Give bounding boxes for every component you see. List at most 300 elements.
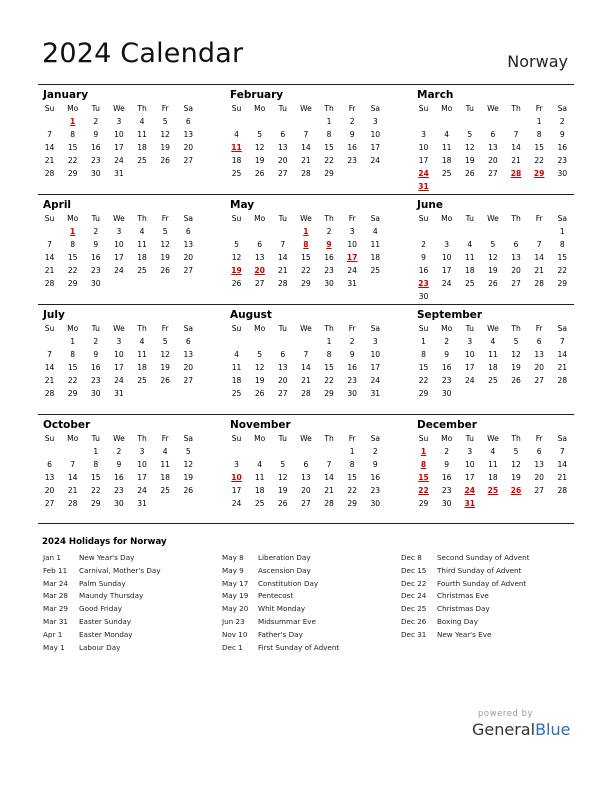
month-october — [38, 415, 200, 523]
holiday-row — [43, 565, 161, 578]
holiday-row — [222, 552, 339, 565]
week-row — [412, 374, 574, 387]
holiday-row — [401, 552, 530, 565]
week-row — [38, 167, 200, 180]
week-row — [38, 141, 200, 154]
holiday-name: New Year's Day — [79, 553, 135, 562]
day-cell: 28 — [557, 486, 568, 495]
day-cell: 2 — [444, 337, 450, 346]
weekday-label: Sa — [370, 214, 381, 223]
day-cell: 25 — [441, 169, 452, 178]
month-august — [225, 305, 387, 414]
day-cell: 16 — [441, 363, 452, 372]
day-cell: 21 — [301, 156, 311, 165]
month-march — [412, 85, 574, 194]
weekday-label: We — [300, 104, 312, 113]
day-cell: 8 — [303, 240, 309, 249]
day-cell: 3 — [234, 460, 239, 469]
day-cell: 26 — [160, 156, 171, 165]
day-cell: 27 — [183, 156, 194, 165]
day-cell — [225, 335, 248, 348]
day-cell: 22 — [67, 156, 78, 165]
weekday-label: Su — [418, 104, 429, 113]
month-january — [38, 85, 200, 194]
week-row — [412, 238, 574, 251]
day-cell: 4 — [257, 460, 263, 469]
day-cell: 30 — [370, 499, 381, 508]
day-cell — [61, 445, 84, 458]
day-cell: 18 — [137, 143, 147, 152]
day-cell — [154, 167, 177, 180]
day-cell: 19 — [160, 143, 171, 152]
day-cell — [271, 225, 294, 238]
day-cell: 3 — [467, 337, 473, 346]
day-cell: 7 — [47, 350, 52, 359]
day-cell: 10 — [114, 350, 124, 359]
day-cell: 22 — [324, 376, 334, 385]
weekday-label: Sa — [370, 324, 381, 333]
holiday-row — [43, 629, 161, 642]
quarter-row — [38, 304, 574, 414]
day-cell: 13 — [183, 130, 194, 139]
day-cell — [177, 387, 200, 400]
day-cell — [177, 497, 200, 510]
holiday-date: Dec 22 — [401, 578, 427, 588]
day-cell: 3 — [116, 227, 122, 236]
day-cell — [364, 277, 387, 290]
day-cell: 8 — [326, 350, 332, 359]
holiday-date: Dec 1 — [222, 642, 243, 652]
day-cell: 14 — [67, 473, 78, 482]
day-cell: 20 — [488, 156, 498, 165]
day-cell: 28 — [44, 169, 55, 178]
weekday-label: We — [487, 324, 499, 333]
day-cell — [177, 277, 200, 290]
day-cell: 30 — [114, 499, 124, 508]
day-cell: 15 — [324, 143, 334, 152]
holiday-row — [222, 603, 339, 616]
day-cell — [294, 445, 317, 458]
day-cell: 3 — [116, 117, 122, 126]
holiday-name: Easter Monday — [79, 629, 133, 639]
day-cell: 17 — [114, 253, 124, 262]
week-row — [225, 251, 387, 264]
day-cell: 6 — [47, 460, 52, 469]
day-cell: 15 — [418, 473, 429, 482]
day-cell: 12 — [160, 240, 171, 249]
week-row — [38, 361, 200, 374]
holiday-date: May 17 — [222, 578, 249, 588]
day-cell: 28 — [44, 389, 55, 398]
holiday-row — [401, 590, 530, 603]
day-cell — [458, 225, 481, 238]
day-cell: 14 — [511, 143, 521, 152]
day-cell: 25 — [137, 376, 147, 385]
weekday-label: Sa — [557, 434, 568, 443]
day-cell: 6 — [490, 130, 496, 139]
day-cell: 21 — [67, 486, 78, 495]
weekday-label: Tu — [91, 434, 100, 443]
day-cell: 23 — [418, 279, 429, 288]
month-name: December — [417, 419, 477, 431]
day-cell: 10 — [464, 460, 475, 469]
day-cell: 21 — [557, 473, 568, 482]
day-cell: 23 — [441, 486, 452, 495]
week-row — [38, 264, 200, 277]
weekday-label: We — [487, 214, 499, 223]
holiday-date: Mar 24 — [43, 578, 68, 588]
day-cell — [225, 445, 248, 458]
day-cell: 20 — [183, 253, 194, 262]
month-name: February — [230, 89, 284, 101]
day-cell: 27 — [488, 169, 498, 178]
holiday-row — [401, 616, 530, 629]
weekday-label: Sa — [557, 104, 568, 113]
day-cell: 11 — [137, 350, 147, 359]
weekday-label: Su — [44, 324, 55, 333]
holiday-date: May 20 — [222, 604, 249, 614]
day-cell: 31 — [114, 389, 124, 398]
day-cell — [107, 277, 130, 290]
week-row — [225, 128, 387, 141]
day-cell: 22 — [418, 486, 429, 495]
weekday-header — [38, 432, 200, 445]
holiday-row — [222, 590, 339, 603]
day-cell: 9 — [372, 460, 378, 469]
day-cell: 29 — [67, 279, 78, 288]
day-cell: 15 — [301, 253, 311, 262]
week-row — [412, 154, 574, 167]
holiday-date: Dec 15 — [401, 565, 427, 575]
day-cell: 9 — [349, 130, 355, 139]
day-cell: 24 — [114, 266, 124, 275]
day-cell: 30 — [418, 292, 429, 301]
day-cell — [225, 225, 248, 238]
day-cell: 6 — [185, 227, 191, 236]
weekday-label: Su — [231, 104, 242, 113]
holiday-row — [43, 578, 161, 591]
week-row — [412, 264, 574, 277]
month-name: March — [417, 89, 454, 101]
day-cell: 7 — [70, 460, 76, 469]
day-cell: 4 — [234, 130, 239, 139]
week-row — [225, 277, 387, 290]
day-cell: 15 — [324, 363, 334, 372]
weekday-label: Su — [231, 214, 242, 223]
day-cell: 19 — [183, 473, 194, 482]
day-cell: 10 — [418, 143, 429, 152]
brand-logo[interactable] — [472, 720, 570, 739]
weekday-label: We — [113, 214, 125, 223]
day-cell — [248, 445, 271, 458]
weekday-label: Tu — [465, 104, 474, 113]
day-cell: 17 — [441, 266, 452, 275]
week-row — [412, 290, 574, 303]
day-cell: 16 — [370, 473, 381, 482]
day-cell — [481, 387, 504, 400]
holiday-date: Feb 11 — [43, 565, 68, 575]
day-cell — [271, 115, 294, 128]
day-cell: 12 — [488, 253, 498, 262]
weekday-label: Fr — [535, 214, 543, 223]
day-cell: 29 — [347, 499, 358, 508]
day-cell: 18 — [370, 253, 381, 262]
day-cell: 31 — [464, 499, 476, 508]
weekday-label: Tu — [278, 324, 287, 333]
day-cell: 3 — [467, 447, 473, 456]
day-cell: 10 — [347, 240, 358, 249]
weekday-label: Tu — [465, 324, 474, 333]
holiday-row — [43, 552, 161, 565]
day-cell: 17 — [370, 363, 381, 372]
holiday-date: May 1 — [43, 642, 65, 652]
day-cell: 18 — [488, 363, 498, 372]
day-cell: 22 — [347, 486, 358, 495]
day-cell: 11 — [488, 460, 498, 469]
day-cell: 23 — [90, 266, 101, 275]
day-cell: 10 — [370, 130, 381, 139]
holiday-date: Mar 29 — [43, 604, 68, 614]
week-row — [225, 374, 387, 387]
day-cell — [38, 115, 61, 128]
day-cell: 1 — [93, 447, 99, 456]
day-cell: 23 — [347, 376, 358, 385]
day-cell: 24 — [231, 499, 242, 508]
week-row — [225, 387, 387, 400]
holiday-row — [401, 578, 530, 591]
weekday-label: Th — [511, 104, 521, 113]
day-cell: 12 — [511, 350, 521, 359]
day-cell: 30 — [557, 169, 568, 178]
day-cell: 30 — [441, 389, 452, 398]
day-cell: 28 — [277, 279, 288, 288]
day-cell: 3 — [421, 130, 426, 139]
weekday-label: We — [300, 214, 312, 223]
day-cell: 10 — [231, 473, 242, 482]
week-row — [225, 484, 387, 497]
day-cell: 30 — [441, 499, 452, 508]
day-cell — [528, 225, 551, 238]
day-cell: 21 — [44, 266, 55, 275]
day-cell: 18 — [160, 473, 171, 482]
weekday-label: Mo — [67, 434, 79, 443]
day-cell: 26 — [183, 486, 194, 495]
day-cell: 17 — [231, 486, 242, 495]
month-february — [225, 85, 387, 194]
day-cell: 27 — [277, 389, 288, 398]
holiday-name: Liberation Day — [258, 553, 311, 562]
day-cell — [38, 335, 61, 348]
day-cell: 4 — [139, 117, 145, 126]
weekday-label: Fr — [535, 324, 543, 333]
day-cell: 24 — [137, 486, 147, 495]
holiday-date: May 19 — [222, 591, 249, 601]
week-row — [38, 128, 200, 141]
day-cell: 20 — [277, 376, 288, 385]
day-cell: 12 — [511, 460, 521, 469]
week-row — [412, 484, 574, 497]
day-cell — [528, 180, 551, 193]
day-cell: 14 — [277, 253, 288, 262]
day-cell: 25 — [487, 486, 499, 495]
day-cell — [38, 445, 61, 458]
day-cell: 2 — [116, 447, 122, 456]
holiday-name: Labour Day — [79, 642, 121, 652]
week-row — [412, 335, 574, 348]
day-cell: 13 — [254, 253, 265, 262]
day-cell — [154, 387, 177, 400]
day-cell: 15 — [67, 363, 78, 372]
day-cell — [154, 497, 177, 510]
weekday-label: Tu — [91, 214, 100, 223]
holidays-title: 2024 Holidays for Norway — [42, 537, 167, 547]
holiday-name: Fourth Sunday of Advent — [437, 578, 527, 588]
weekday-header — [412, 102, 574, 115]
week-row — [412, 277, 574, 290]
day-cell: 2 — [444, 447, 450, 456]
day-cell: 1 — [349, 447, 355, 456]
day-cell — [458, 115, 481, 128]
day-cell — [481, 497, 504, 510]
holiday-date: May 8 — [222, 553, 244, 562]
day-cell: 15 — [67, 253, 78, 262]
day-cell — [481, 225, 504, 238]
holiday-date: Apr 1 — [43, 629, 63, 639]
day-cell: 25 — [464, 279, 475, 288]
day-cell: 22 — [301, 266, 311, 275]
month-november — [225, 415, 387, 523]
day-cell — [435, 225, 458, 238]
weekday-label: Sa — [370, 104, 381, 113]
day-cell: 23 — [441, 376, 452, 385]
day-cell: 14 — [44, 143, 55, 152]
weekday-label: Fr — [161, 324, 169, 333]
week-row — [412, 225, 574, 238]
day-cell: 4 — [490, 447, 496, 456]
holiday-name: Good Friday — [79, 604, 122, 614]
day-cell: 23 — [114, 486, 124, 495]
day-cell: 17 — [346, 253, 358, 262]
day-cell — [294, 115, 317, 128]
weekday-label: Fr — [348, 434, 356, 443]
holiday-name: Carnival, Mother's Day — [79, 565, 161, 575]
week-row — [225, 141, 387, 154]
weekday-label: Th — [137, 214, 147, 223]
day-cell: 19 — [254, 376, 265, 385]
holiday-name: Christmas Day — [437, 604, 490, 614]
day-cell: 19 — [160, 363, 171, 372]
day-cell: 3 — [372, 117, 378, 126]
day-cell: 16 — [347, 143, 358, 152]
day-cell: 1 — [421, 337, 426, 346]
day-cell: 16 — [347, 363, 358, 372]
day-cell: 24 — [464, 376, 475, 385]
day-cell: 13 — [277, 143, 288, 152]
day-cell: 8 — [326, 130, 332, 139]
holiday-date: Mar 31 — [43, 616, 68, 626]
day-cell: 9 — [349, 350, 355, 359]
day-cell: 28 — [534, 279, 545, 288]
weekday-label: Sa — [183, 434, 194, 443]
day-cell: 22 — [90, 486, 101, 495]
day-cell: 7 — [326, 460, 332, 469]
day-cell: 6 — [185, 117, 191, 126]
day-cell: 4 — [444, 130, 450, 139]
day-cell: 5 — [490, 240, 496, 249]
day-cell: 28 — [324, 499, 334, 508]
day-cell: 17 — [137, 473, 147, 482]
day-cell: 12 — [254, 363, 265, 372]
day-cell: 27 — [511, 279, 521, 288]
day-cell: 3 — [116, 337, 122, 346]
day-cell: 24 — [464, 486, 476, 495]
day-cell: 18 — [231, 376, 242, 385]
day-cell: 21 — [557, 363, 568, 372]
day-cell: 24 — [370, 156, 381, 165]
month-name: October — [43, 419, 91, 431]
week-row — [38, 251, 200, 264]
week-row — [225, 348, 387, 361]
weekday-label: Th — [324, 324, 334, 333]
weekday-header — [225, 212, 387, 225]
month-name: July — [43, 309, 65, 321]
day-cell: 9 — [93, 240, 99, 249]
day-cell: 19 — [511, 363, 521, 372]
week-row — [38, 115, 200, 128]
weekday-label: Th — [511, 214, 521, 223]
day-cell: 26 — [511, 376, 521, 385]
month-name: November — [230, 419, 291, 431]
day-cell — [505, 180, 528, 193]
weekday-header — [38, 102, 200, 115]
day-cell: 26 — [254, 389, 265, 398]
day-cell: 11 — [464, 253, 475, 262]
day-cell: 14 — [44, 253, 55, 262]
week-row — [412, 115, 574, 128]
holiday-name: Ascension Day — [258, 565, 311, 575]
week-row — [38, 277, 200, 290]
day-cell: 31 — [347, 279, 358, 288]
day-cell: 2 — [559, 117, 565, 126]
day-cell: 29 — [418, 389, 429, 398]
weekday-label: Th — [324, 434, 334, 443]
day-cell: 11 — [231, 363, 242, 372]
day-cell: 20 — [277, 156, 288, 165]
weekday-label: Su — [418, 214, 429, 223]
week-row — [225, 497, 387, 510]
day-cell — [481, 180, 504, 193]
holiday-date: Dec 24 — [401, 591, 427, 601]
day-cell: 26 — [510, 486, 522, 495]
day-cell: 13 — [301, 473, 311, 482]
holiday-name: Pentecost — [258, 591, 294, 601]
weekday-label: Mo — [441, 324, 453, 333]
day-cell: 1 — [70, 117, 76, 126]
holiday-row — [222, 616, 339, 629]
weekday-label: Sa — [557, 214, 568, 223]
day-cell: 27 — [277, 169, 288, 178]
day-cell: 6 — [280, 130, 286, 139]
day-cell — [481, 115, 504, 128]
day-cell — [131, 387, 154, 400]
weekday-label: Su — [44, 434, 55, 443]
day-cell: 3 — [372, 337, 378, 346]
day-cell: 1 — [536, 117, 542, 126]
day-cell: 25 — [231, 389, 242, 398]
weekday-header — [225, 102, 387, 115]
day-cell: 29 — [324, 389, 334, 398]
day-cell: 12 — [277, 473, 288, 482]
